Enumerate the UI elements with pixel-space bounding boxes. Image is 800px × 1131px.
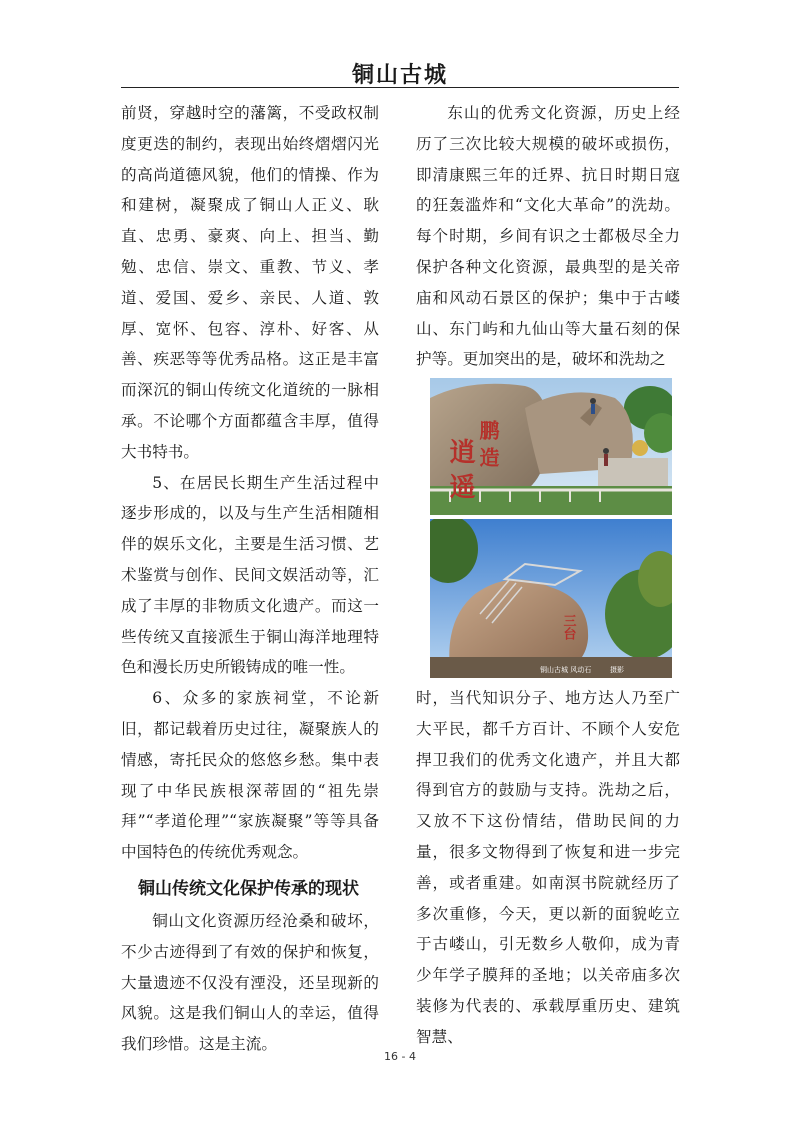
carving-text-large: 逍 遥	[445, 438, 475, 500]
paragraph: 5、在居民长期生产生活过程中逐步形成的，以及与生产生活相随相伴的娱乐文化，主要是生活习惯、艺术鉴赏与创作、民间文娱活动等，汇成了丰厚的非物质文化遗产。而这一些传统又直接派生于铜山海洋地理特色和漫长历史所锻铸成的唯一性。	[121, 473, 379, 677]
paragraph: 东山的优秀文化资源，历史上经历了三次比较大规模的破坏或损伤，即清康熙三年的迁界、抗日时期日寇的狂轰滥炸和“文化大革命”的洗劫。每个时期，乡间有识之士都极尽全力保护各种文化资源，最典型的是关帝庙和风动石景区的保护；集中于古嵝山、东门屿和九仙山等大量石刻的保护等。更加突出的是，破坏和洗劫之	[416, 104, 680, 369]
photo-caption: 铜山古城 风动石	[540, 666, 592, 674]
carving-text: 鹏 造	[476, 420, 500, 467]
right-column-bottom	[416, 683, 680, 1053]
rock-landscape-illustration	[430, 519, 672, 678]
page-header-title: 铜山古城	[351, 62, 448, 88]
right-column-top	[416, 98, 680, 375]
paragraph: 6、众多的家族祠堂，不论新旧，都记载着历史过往，凝聚族人的情感，寄托民众的悠悠乡愁。集中表现了中华民族根深蒂固的“祖先崇拜”“孝道伦理”“家族凝聚”等等具备中国特色的传统优秀观念。	[121, 689, 379, 862]
carving-text: 三台	[560, 614, 576, 640]
rock-landscape-photo	[430, 519, 672, 678]
rock-carving-photo	[430, 378, 672, 515]
rock-carving-illustration	[430, 378, 672, 515]
page-number: 16 - 4	[384, 1050, 416, 1063]
photo-credit: 摄影	[610, 666, 624, 674]
paragraph: 时，当代知识分子、地方达人乃至广大平民，都千方百计、不顾个人安危捍卫我们的优秀文化遗产，并且大都得到官方的鼓励与支持。洗劫之后，又放不下这份情结，借助民间的力量，很多文物得到了恢复和进一步完善，或者重建。如南溟书院就经历了多次重修，今天，更以新的面貌屹立于古嵝山，引无数乡人敬仰，成为青少年学子膜拜的圣地；以关帝庙多次装修为代表的、承载厚重历史、建筑智慧、	[416, 689, 680, 1046]
left-column	[121, 98, 379, 1060]
section-heading: 铜山传统文化保护传承的现状	[138, 878, 359, 899]
paragraph: 前贤，穿越时空的藩篱，不受政权制度更迭的制约，表现出始终熠熠闪光的高尚道德风貌，他们的情操、作为和建树，凝聚成了铜山人正义、耿直、忠勇、豪爽、向上、担当、勤勉、忠信、崇文、重教、节义、孝道、爱国、爱乡、亲民、人道、敦厚、宽怀、包容、淳朴、好客、从善、疾恶等等优秀品格。这正是丰富而深沉的铜山传统文化道统的一脉相承。不论哪个方面都蕴含丰厚，值得大书特书。	[121, 104, 379, 461]
header-rule	[121, 87, 679, 88]
paragraph: 铜山文化资源历经沧桑和破坏，不少古迹得到了有效的保护和恢复，大量遗迹不仅没有湮没，还呈现新的风貌。这是我们铜山人的幸运，值得我们珍惜。这是主流。	[121, 911, 379, 1054]
